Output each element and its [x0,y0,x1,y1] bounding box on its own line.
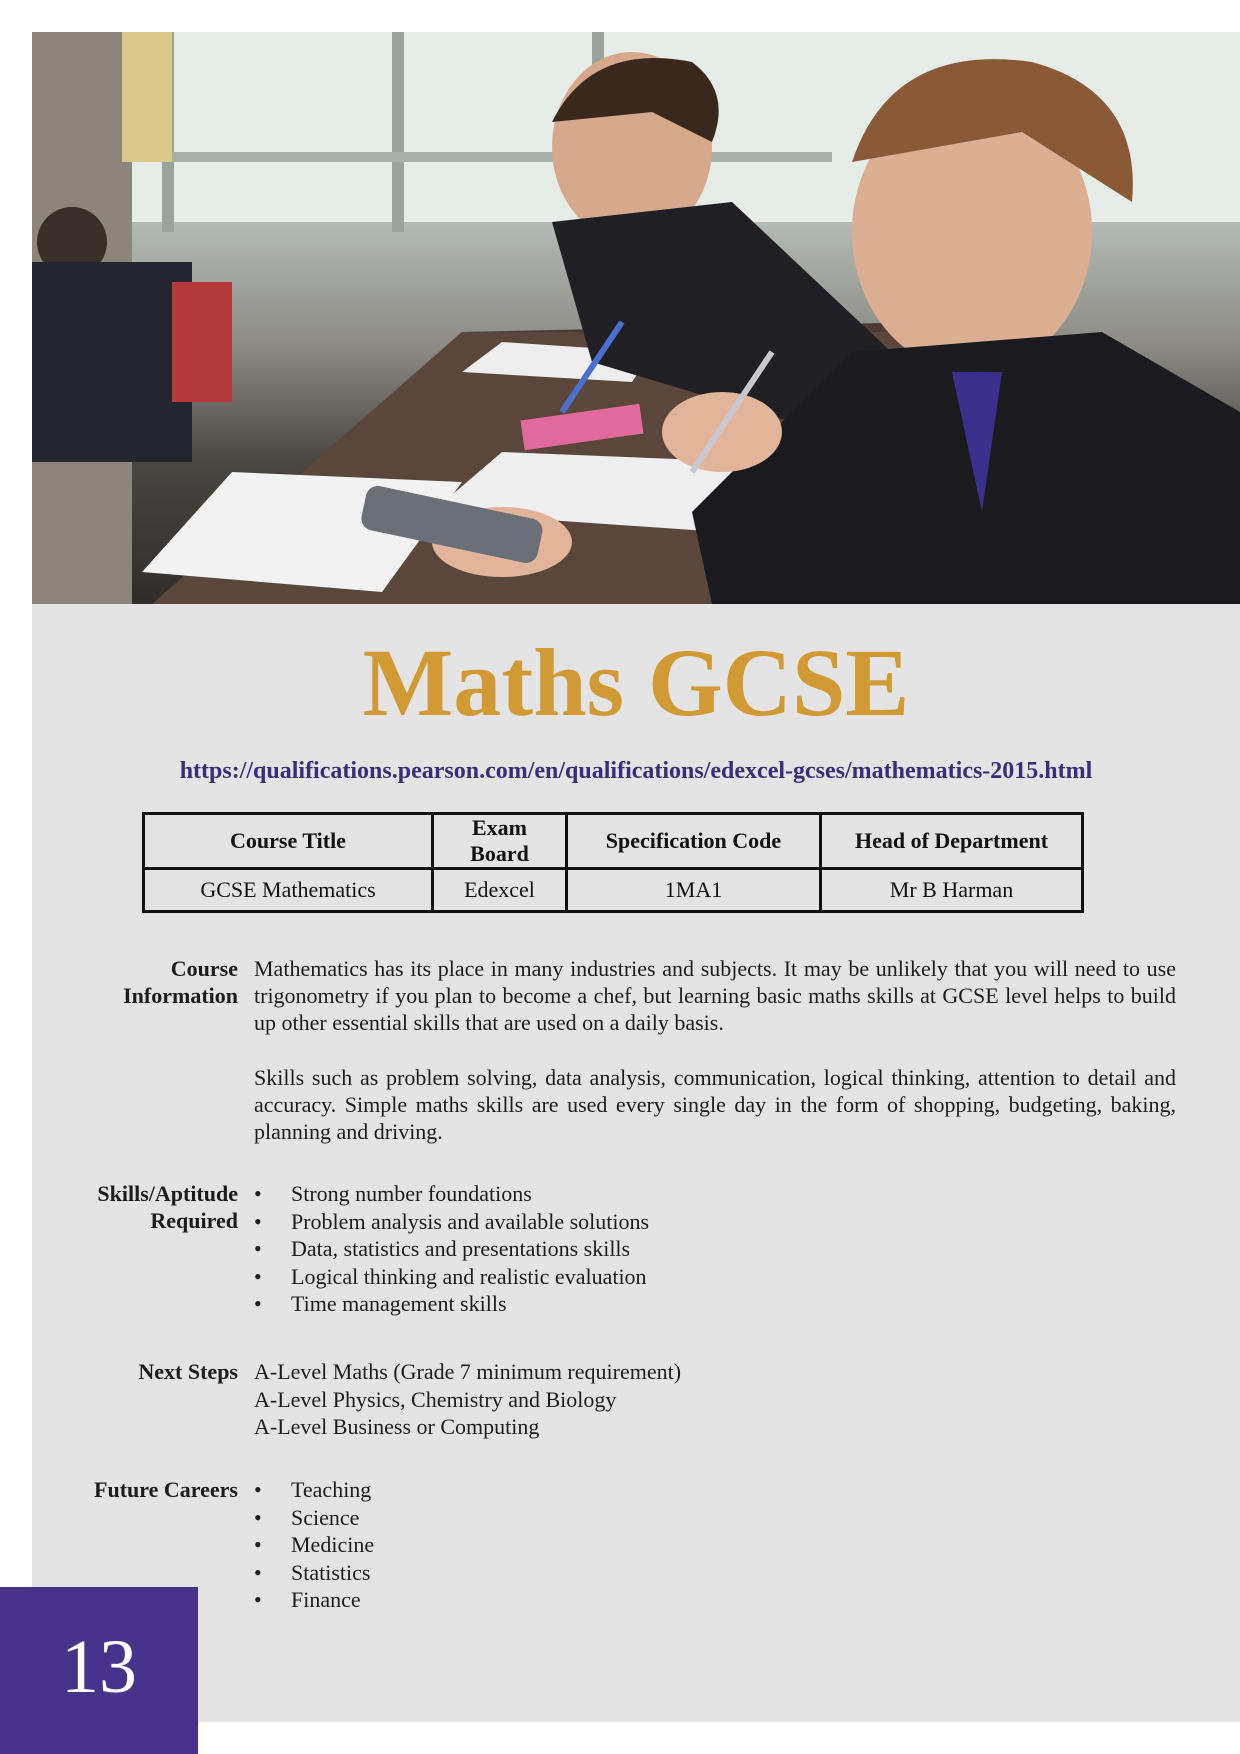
bullet-icon: • [254,1263,262,1289]
label-line: Information [123,983,238,1008]
course-summary-table [142,812,1084,913]
bullet-icon: • [254,1236,262,1261]
bullet-icon: • [254,1587,262,1612]
classroom-photo-illustration [32,32,1240,604]
list-item: A-Level Physics, Chemistry and Biology [254,1386,617,1412]
bullet-icon: • [254,1559,262,1585]
paragraph: Mathematics has its place in many industries and subjects. It may be unlikely that you will need to use trigonometry if you plan to become a chef, but learning basic maths skills at GCSE level helps to build up other essential skills that are used on a daily basis. [254,956,1176,1035]
label-line: Skills/Aptitude [97,1181,238,1206]
future-careers-list [254,1476,1176,1614]
bullet-icon: • [254,1504,262,1530]
list-item: A-Level Business or Computing [254,1414,540,1439]
list-item [254,1290,1176,1318]
list-item [254,1180,1176,1208]
classroom-photo [32,32,1240,604]
list-item [254,1263,1176,1291]
label-line: Required [150,1208,238,1233]
bullet-icon: • [254,1181,262,1206]
cell-course-title: GCSE Mathematics [144,869,433,912]
bullet-icon: • [254,1532,262,1557]
skills-label [60,1180,238,1234]
course-information-label [60,955,238,1009]
header-specification-code: Specification Code [567,814,821,869]
label-line: Course [170,956,238,981]
list-item [254,1208,1176,1236]
bullet-icon: • [254,1291,262,1316]
list-item-text: Time management skills [291,1291,507,1316]
table-row [144,869,1083,912]
list-item [254,1476,1176,1504]
list-item-text: Medicine [291,1532,375,1557]
list-item: A-Level Maths (Grade 7 minimum requirement) [254,1359,682,1384]
list-item-text: Statistics [291,1559,371,1585]
header-exam-board: Exam Board [433,814,567,869]
list-item [254,1586,1176,1614]
cell-head-of-department: Mr B Harman [821,869,1083,912]
list-item [254,1504,1176,1532]
list-item-text: Strong number foundations [291,1181,532,1206]
course-information-body [254,955,1176,1173]
page-number-badge: 13 [0,1587,198,1754]
list-item-text: Science [291,1504,360,1530]
header-head-of-department: Head of Department [821,814,1083,869]
cell-specification-code: 1MA1 [567,869,821,912]
cell-exam-board: Edexcel [433,869,567,912]
list-item-text: Finance [291,1587,361,1612]
future-careers-label: Future Careers [94,1477,238,1502]
bullet-icon: • [254,1208,262,1234]
header-course-title: Course Title [144,814,433,869]
next-steps-list [254,1358,1176,1441]
course-link[interactable]: https://qualifications.pearson.com/en/qualifications/edexcel-gcses/mathematics-2015.html [179,758,1093,784]
list-item [254,1559,1176,1587]
paragraph: Skills such as problem solving, data analysis, communication, logical thinking, attention to detail and accuracy. Simple maths skills are used every single day in the form of shopping, budgeting, baking, planning and driving. [254,1065,1176,1144]
list-item [254,1235,1176,1263]
next-steps-label: Next Steps [138,1359,238,1384]
page-title: Maths GCSE [362,629,910,736]
list-item [254,1531,1176,1559]
list-item-text: Data, statistics and presentations skills [291,1236,631,1261]
list-item-text: Teaching [291,1477,372,1502]
skills-list [254,1180,1176,1318]
bullet-icon: • [254,1477,262,1502]
table-header-row [144,814,1083,869]
list-item-text: Logical thinking and realistic evaluation [291,1263,647,1289]
list-item-text: Problem analysis and available solutions [291,1208,650,1234]
